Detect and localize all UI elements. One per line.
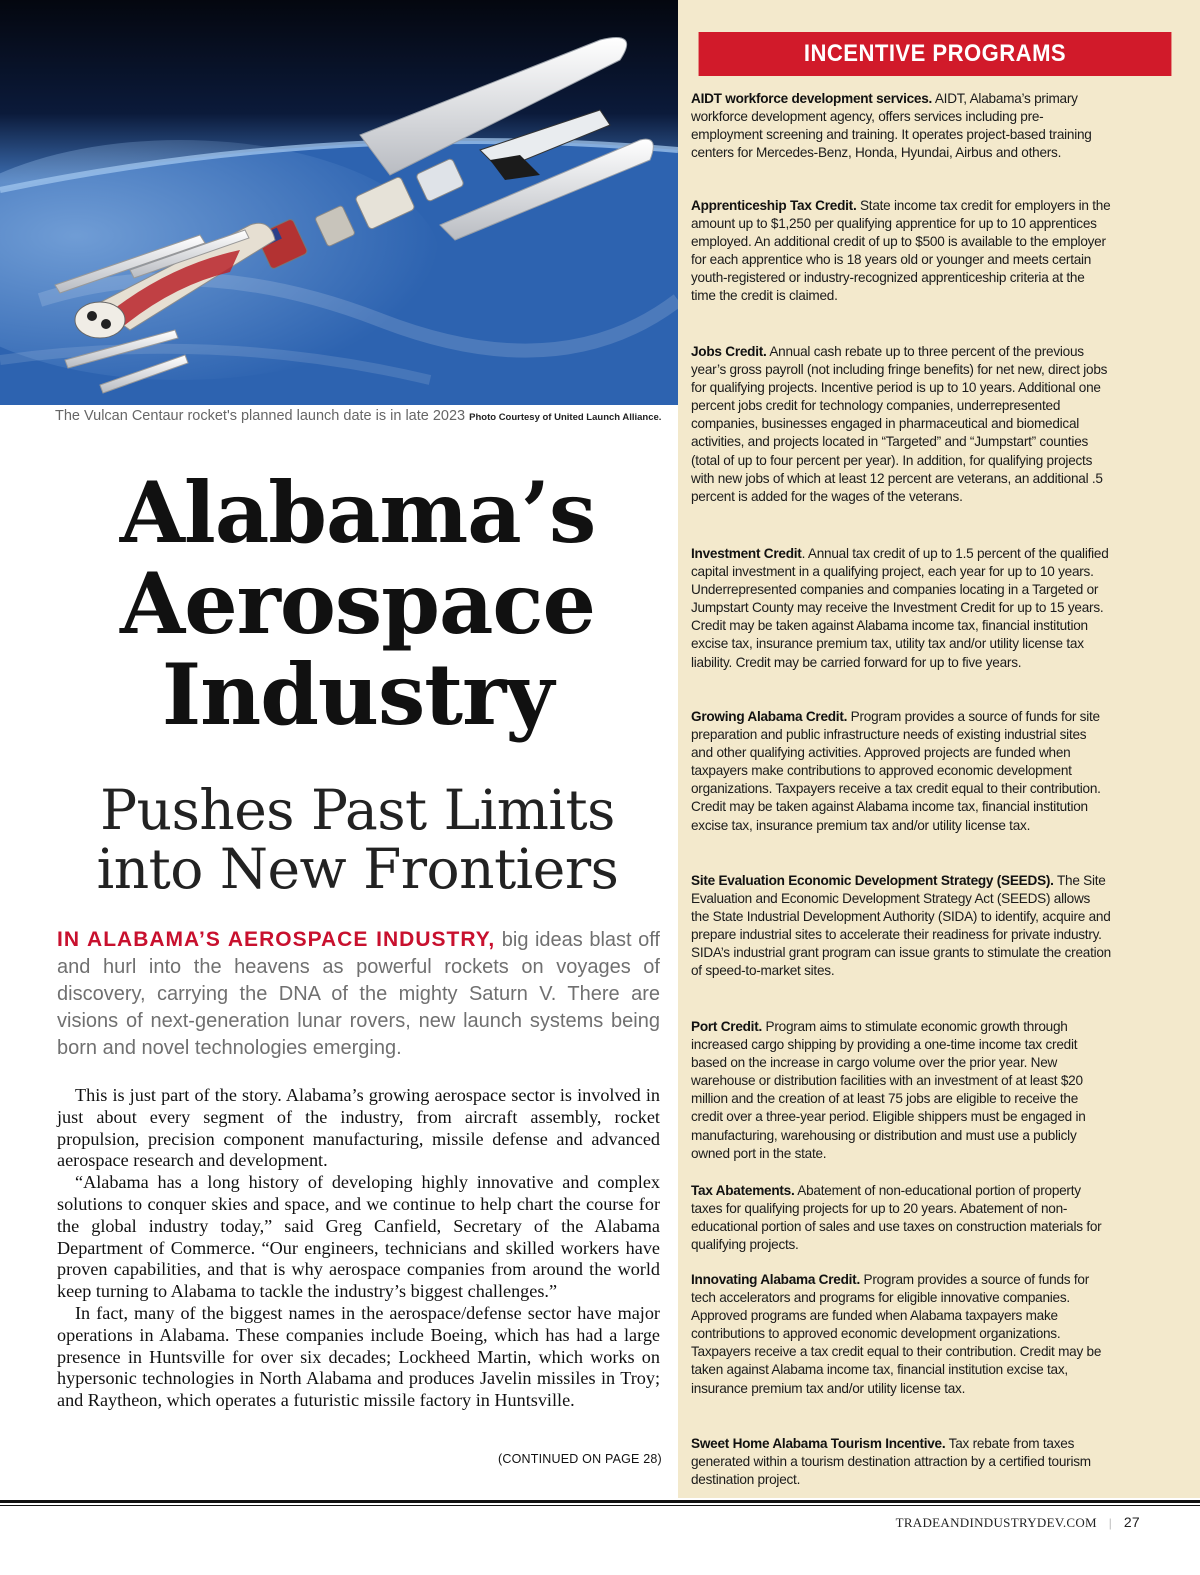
incentive-text: State income tax credit for employers in the amount up to $1,250 per qualifying apprentice for up to 10 apprentices employed. An additional credit of up to $500 is available to the employer for each apprentice who is 18 years old or younger and meets certain youth-registered or industry-recognized apprenticeship criteria at the time the credit is claimed. (691, 198, 1111, 304)
incentive-text: AIDT, Alabama’s primary workforce development agency, offers services including pre-employment screening and training. It operates project-based training centers for Mercedes-Benz, Honda, Hyundai, Airbus and others. (691, 91, 1092, 161)
incentive-item (691, 343, 1111, 506)
headline-line-3: Industry (161, 645, 554, 744)
footer-separator: | (1108, 1515, 1112, 1530)
body-paragraph-3: In fact, many of the biggest names in the aerospace/defense sector have major operations in Alabama. These companies include Boeing, which has had a large presence in Huntsville for over six decades; Lockheed Martin, which works on hypersonic technologies in North Alabama and produces Javelin missiles in Troy; and Raytheon, which operates a futuristic missile factory in Huntsville. (57, 1302, 660, 1411)
incentive-name: Apprenticeship Tax Credit. (691, 198, 857, 213)
incentive-name: Investment Credit (691, 546, 802, 561)
headline-line-1: Alabama’s (119, 463, 596, 562)
incentive-text: . Annual tax credit of up to 1.5 percent of the qualified capital investment in a qualifying project, each year for up to 10 years. Underrepresented companies and companies locating in a Targeted or Jumpstart County may receive the Investment Credit for up to 15 years. Credit may be taken against Alabama income tax, financial institution excise tax, insurance premium tax, utility tax and/or utility license tax liability. Credit may be carried forward for up to five years. (691, 546, 1109, 670)
incentive-item (691, 1182, 1111, 1254)
page-number: 27 (1123, 1514, 1140, 1530)
sidebar-header: INCENTIVE PROGRAMS (699, 32, 1172, 76)
incentive-item (691, 90, 1111, 162)
incentive-text: Program provides a source of funds for tech accelerators and programs for eligible innovative companies. Approved programs are funded when Alabama taxpayers make contributions to approved economic development organizations. Taxpayers receive a tax credit equal to their contribution. Credit may be taken against Alabama income tax, financial institution excise tax, insurance premium tax and/or utility license tax. (691, 1272, 1102, 1396)
incentive-name: Innovating Alabama Credit. (691, 1272, 860, 1287)
incentive-name: AIDT workforce development services. (691, 91, 933, 106)
caption-text: The Vulcan Centaur rocket's planned launch date is in late 2023 (55, 408, 466, 424)
incentive-item (691, 1435, 1111, 1489)
headline-line-2: Aerospace (120, 554, 595, 653)
incentive-text: Abatement of non-educational portion of property taxes for qualifying projects for up to 20 years. Abatement of non-educational portion of sales and use taxes on construction materials for qualifying projects. (691, 1183, 1102, 1253)
incentive-text: Annual cash rebate up to three percent of the previous year’s gross payroll (not including fringe benefits) for net new, direct jobs for qualifying projects. Incentive period is up to 10 years. Additional one percent jobs credit for technology companies, underrepresented companies, businesses engaged in pharmaceutical and biomedical activities, and projects located in “Targeted” and “Jumpstart” counties (total of up to four percent per year). In addition, for qualifying projects with new jobs of which at least 12 percent are veterans, an additional .5 percent is added for the wages of the veterans. (691, 344, 1108, 504)
incentive-item (691, 708, 1111, 835)
page-footer (896, 1514, 1140, 1531)
footer-rule (0, 1500, 1200, 1503)
lead-caps: IN ALABAMA’S AEROSPACE INDUSTRY, (57, 928, 496, 951)
incentive-text: Program aims to stimulate economic growth through increased cargo shipping by providing a one-time income tax credit based on the increase in cargo volume over the prior year. New warehouse or distribution facilities with an investment of at least $20 million and the creation of at least 75 jobs are eligible to receive the credit over a three-year period. Eligible shippers must be engaged in manufacturing, warehousing or distribution and must use a publicly owned port in the state. (691, 1019, 1086, 1161)
footer-site: TRADEANDINDUSTRYDEV.COM (895, 1515, 1097, 1530)
hero-image (0, 0, 678, 405)
incentive-name: Tax Abatements. (691, 1183, 795, 1198)
incentive-name: Site Evaluation Economic Development Strategy (SEEDS). (691, 873, 1054, 888)
continued-note: (CONTINUED ON PAGE 28) (498, 1452, 662, 1466)
incentive-text: Tax rebate from taxes generated within a tourism destination attraction by a certified tourism destination project. (691, 1436, 1091, 1488)
subheadline-line-1: Pushes Past Limits (100, 778, 615, 842)
footer-rule-thin (0, 1505, 1200, 1506)
incentive-item (691, 1018, 1111, 1163)
body-paragraph-1: This is just part of the story. Alabama’s growing aerospace sector is involved in just about every segment of the industry, from aircraft assembly, rocket propulsion, precision component manufacturing, missile defense and advanced aerospace research and development. (57, 1085, 660, 1171)
incentive-name: Jobs Credit. (691, 344, 767, 359)
incentive-name: Sweet Home Alabama Tourism Incentive. (691, 1436, 946, 1451)
subheadline-line-2: into New Frontiers (96, 837, 619, 901)
lead-text: big ideas blast off and hurl into the heavens as powerful rockets on voyages of discovery, carrying the DNA of the mighty Saturn V. There are visions of next-generation lunar rovers, new launch systems being born and novel technologies emerging. (57, 929, 660, 1059)
incentive-text: The Site Evaluation and Economic Development Strategy Act (SEEDS) allows the State Industrial Development Authority (SIDA) to identify, acquire and prepare industrial sites to accelerate their readiness for private industry. SIDA’s industrial grant program can issue grants to stimulate the creation of speed-to-market sites. (691, 873, 1111, 979)
incentive-item (691, 1271, 1111, 1398)
incentive-item (691, 872, 1111, 981)
incentive-item (691, 197, 1111, 306)
article-body (57, 1085, 660, 1412)
incentive-name: Port Credit. (691, 1019, 763, 1034)
incentive-text: Program provides a source of funds for site preparation and public infrastructure needs of existing industrial sites and other qualifying activities. Approved projects are funded when taxpayers make contributions to approved economic development organizations. Taxpayers receive a tax credit equal to their contribution. Credit may be taken against Alabama income tax, financial institution excise tax, insurance premium tax and/or utility license tax. (691, 709, 1101, 833)
incentive-item (691, 545, 1111, 672)
photo-credit: Photo Courtesy of United Launch Alliance. (469, 412, 662, 423)
lead-paragraph (57, 926, 660, 1062)
incentive-name: Growing Alabama Credit. (691, 709, 848, 724)
body-paragraph-2: “Alabama has a long history of developing highly innovative and complex solutions to conquer skies and space, and we continue to help chart the course for the global industry today,” said Greg Canfield, Secretary of the Alabama Department of Commerce. “Our engineers, technicians and skilled workers have proven capabilities, and that is why aerospace companies from around the world keep turning to Alabama to tackle the industry’s biggest challenges.” (57, 1172, 660, 1302)
photo-caption (55, 408, 670, 424)
